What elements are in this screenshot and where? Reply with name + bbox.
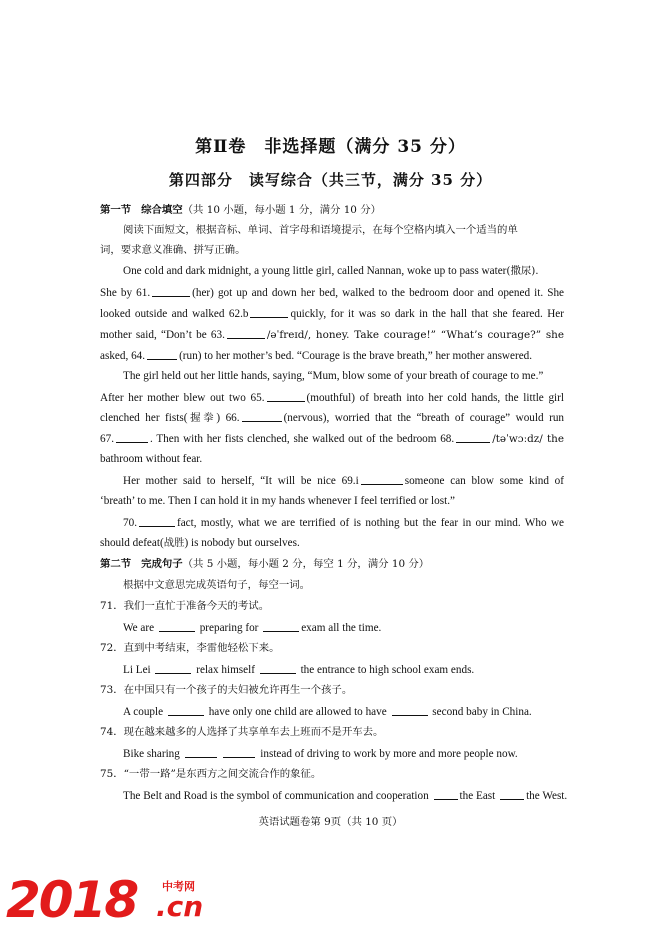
passage-line <box>100 431 564 445</box>
passage-line: bathroom without fear. <box>100 453 203 465</box>
passage-text: She by 61. <box>100 287 151 299</box>
section2-note: （共 5 小题，每小题 2 分，每空 1 分，满分 10 分） <box>182 558 430 570</box>
passage-text: looked outside and walked 62.b <box>100 308 249 320</box>
logo-number: 2018 <box>6 871 138 929</box>
passage-text: (mouthful) of breath into her cold hands, the little girl <box>306 392 564 404</box>
question-text: We are <box>123 622 155 634</box>
blank-66[interactable] <box>242 410 282 422</box>
blank-61[interactable] <box>152 285 190 297</box>
passage-text: should defeat( <box>100 537 164 549</box>
question-text: Li Lei <box>123 664 151 676</box>
blank-63[interactable] <box>227 327 265 339</box>
passage-text: asked, 64. <box>100 350 146 362</box>
passage-line <box>123 515 564 529</box>
logo-domain: .cn <box>156 890 204 923</box>
blank-70[interactable] <box>139 515 175 527</box>
passage-text: 战胜 <box>163 537 185 549</box>
passage-line <box>100 390 564 404</box>
q73-chinese: 73．在中国只有一个孩子的夫妇被允许再生一个孩子。 <box>100 684 353 696</box>
paper-title: 第Ⅱ卷 非选择题（满分 35 分） <box>195 137 466 157</box>
blank-62[interactable] <box>250 306 288 318</box>
blank-73-2[interactable] <box>392 704 428 716</box>
passage-text: mother said, “Don’t be 63. <box>100 329 225 341</box>
q75-chinese: 75．“一带一路”是东西方之间交流合作的象征。 <box>100 768 322 780</box>
question-text: instead of driving to work by more and more people now. <box>260 748 518 760</box>
q75-english <box>123 788 568 803</box>
blank-72-2[interactable] <box>260 662 296 674</box>
passage-text: 67. <box>100 433 114 445</box>
section2-instruction: 根据中文意思完成英语句子，每空一词。 <box>123 579 311 591</box>
blank-68[interactable] <box>456 431 490 443</box>
passage-text: /əˈfreɪd/, honey. Take courage!” “What’s courage?” she <box>266 329 564 341</box>
blank-65[interactable] <box>267 390 305 402</box>
section1-header <box>100 203 564 217</box>
page-footer: 英语试题卷第 9页（共 10 页） <box>258 816 403 828</box>
q71-chinese: 71．我们一直忙于准备今天的考试。 <box>100 600 270 612</box>
passage-text: (nervous), worried that the “breath of courage” would run <box>283 412 564 424</box>
section2-header <box>100 557 564 571</box>
section1-title: 第一节 <box>100 204 132 216</box>
blank-71-2[interactable] <box>263 620 299 632</box>
passage-line <box>100 536 564 550</box>
passage-line <box>100 285 564 299</box>
question-text: second baby in China. <box>432 706 532 718</box>
passage-text: (her) got up and down her bed, walked to the bedroom door and opened it. She <box>192 287 564 299</box>
passage-text: (run) to her mother’s bed. “Courage is the brave breath,” her mother answered. <box>179 350 533 362</box>
passage-text: clenched her fists( <box>100 412 188 424</box>
passage-text: /təˈwɔːdz/ the <box>492 433 564 445</box>
section1-note: （共 10 小题，每小题 1 分，满分 10 分） <box>182 204 381 216</box>
passage-line <box>100 348 564 363</box>
passage-text: someone can blow some kind of <box>404 475 564 487</box>
question-text: preparing for <box>199 622 259 634</box>
question-text: the East <box>459 790 496 802</box>
section2-title: 第二节 <box>100 558 132 570</box>
section2-name: 完成句子 <box>141 558 183 570</box>
passage-text: ) is nobody but ourselves. <box>184 537 300 549</box>
passage-line <box>123 264 564 278</box>
section1-name: 综合填空 <box>141 204 183 216</box>
blank-67[interactable] <box>116 431 148 443</box>
blank-74-1[interactable] <box>185 746 217 758</box>
blank-64[interactable] <box>147 348 177 360</box>
passage-text: quickly, for it was so dark in the hall that she feared. Her <box>290 308 564 320</box>
logo-chinese: 中考网 <box>162 880 195 893</box>
blank-72-1[interactable] <box>155 662 191 674</box>
site-logo <box>6 872 216 928</box>
question-text: The Belt and Road is the symbol of communication and cooperation <box>123 790 429 802</box>
passage-text: 70. <box>123 517 137 529</box>
passage-line: ‘breath’ to me. Then I can hold it in my hands whenever I feel terrified or lost.” <box>100 495 455 507</box>
blank-75-1[interactable] <box>434 788 458 800</box>
q74-english <box>123 746 564 761</box>
q72-chinese: 72．直到中考结束，李雷他轻松下来。 <box>100 642 280 654</box>
blank-74-2[interactable] <box>223 746 255 758</box>
question-text: exam all the time. <box>301 622 382 634</box>
blank-75-2[interactable] <box>500 788 524 800</box>
blank-73-1[interactable] <box>168 704 204 716</box>
question-text: relax himself <box>196 664 255 676</box>
passage-text: ) 66. <box>216 412 240 424</box>
section1-instruction-1: 阅读下面短文，根据音标、单词、首字母和语境提示，在每个空格内填入一个适当的单 <box>123 224 518 236</box>
passage-line <box>100 327 564 341</box>
passage-text: (撒尿). <box>506 265 539 277</box>
passage-text: After her mother blew out two 65. <box>100 392 265 404</box>
passage-text: Her mother said to herself, “It will be nice 69.i <box>123 475 359 487</box>
q74-chinese: 74．现在越来越多的人选择了共享单车去上班而不是开车去。 <box>100 726 384 738</box>
question-text: have only one child are allowed to have <box>208 706 387 718</box>
passage-text: . Then with her fists clenched, she walked out of the bedroom 68. <box>149 433 455 445</box>
passage-line <box>100 306 564 320</box>
question-text: Bike sharing <box>123 748 180 760</box>
q72-english <box>123 662 564 677</box>
passage-line <box>123 473 564 487</box>
blank-69[interactable] <box>361 473 403 485</box>
q71-english <box>123 620 564 635</box>
section1-instruction-2: 词，要求意义准确、拼写正确。 <box>100 244 246 256</box>
blank-71-1[interactable] <box>159 620 195 632</box>
passage-text: One cold and dark midnight, a young little girl, called Nannan, woke up to pass water <box>123 265 507 277</box>
part-title: 第四部分 读写综合（共三节，满分 35 分） <box>168 171 493 189</box>
question-text: A couple <box>123 706 164 718</box>
question-text: the entrance to high school exam ends. <box>300 664 475 676</box>
passage-text: fact, mostly, what we are terrified of is nothing but the fear in our mind. Who we <box>176 517 564 529</box>
passage-text: 握拳 <box>187 412 217 424</box>
passage-line <box>100 410 564 424</box>
q73-english <box>123 704 564 719</box>
passage-line: The girl held out her little hands, saying, “Mum, blow some of your breath of courage to me.” <box>123 370 544 382</box>
question-text: the West. <box>526 790 568 802</box>
